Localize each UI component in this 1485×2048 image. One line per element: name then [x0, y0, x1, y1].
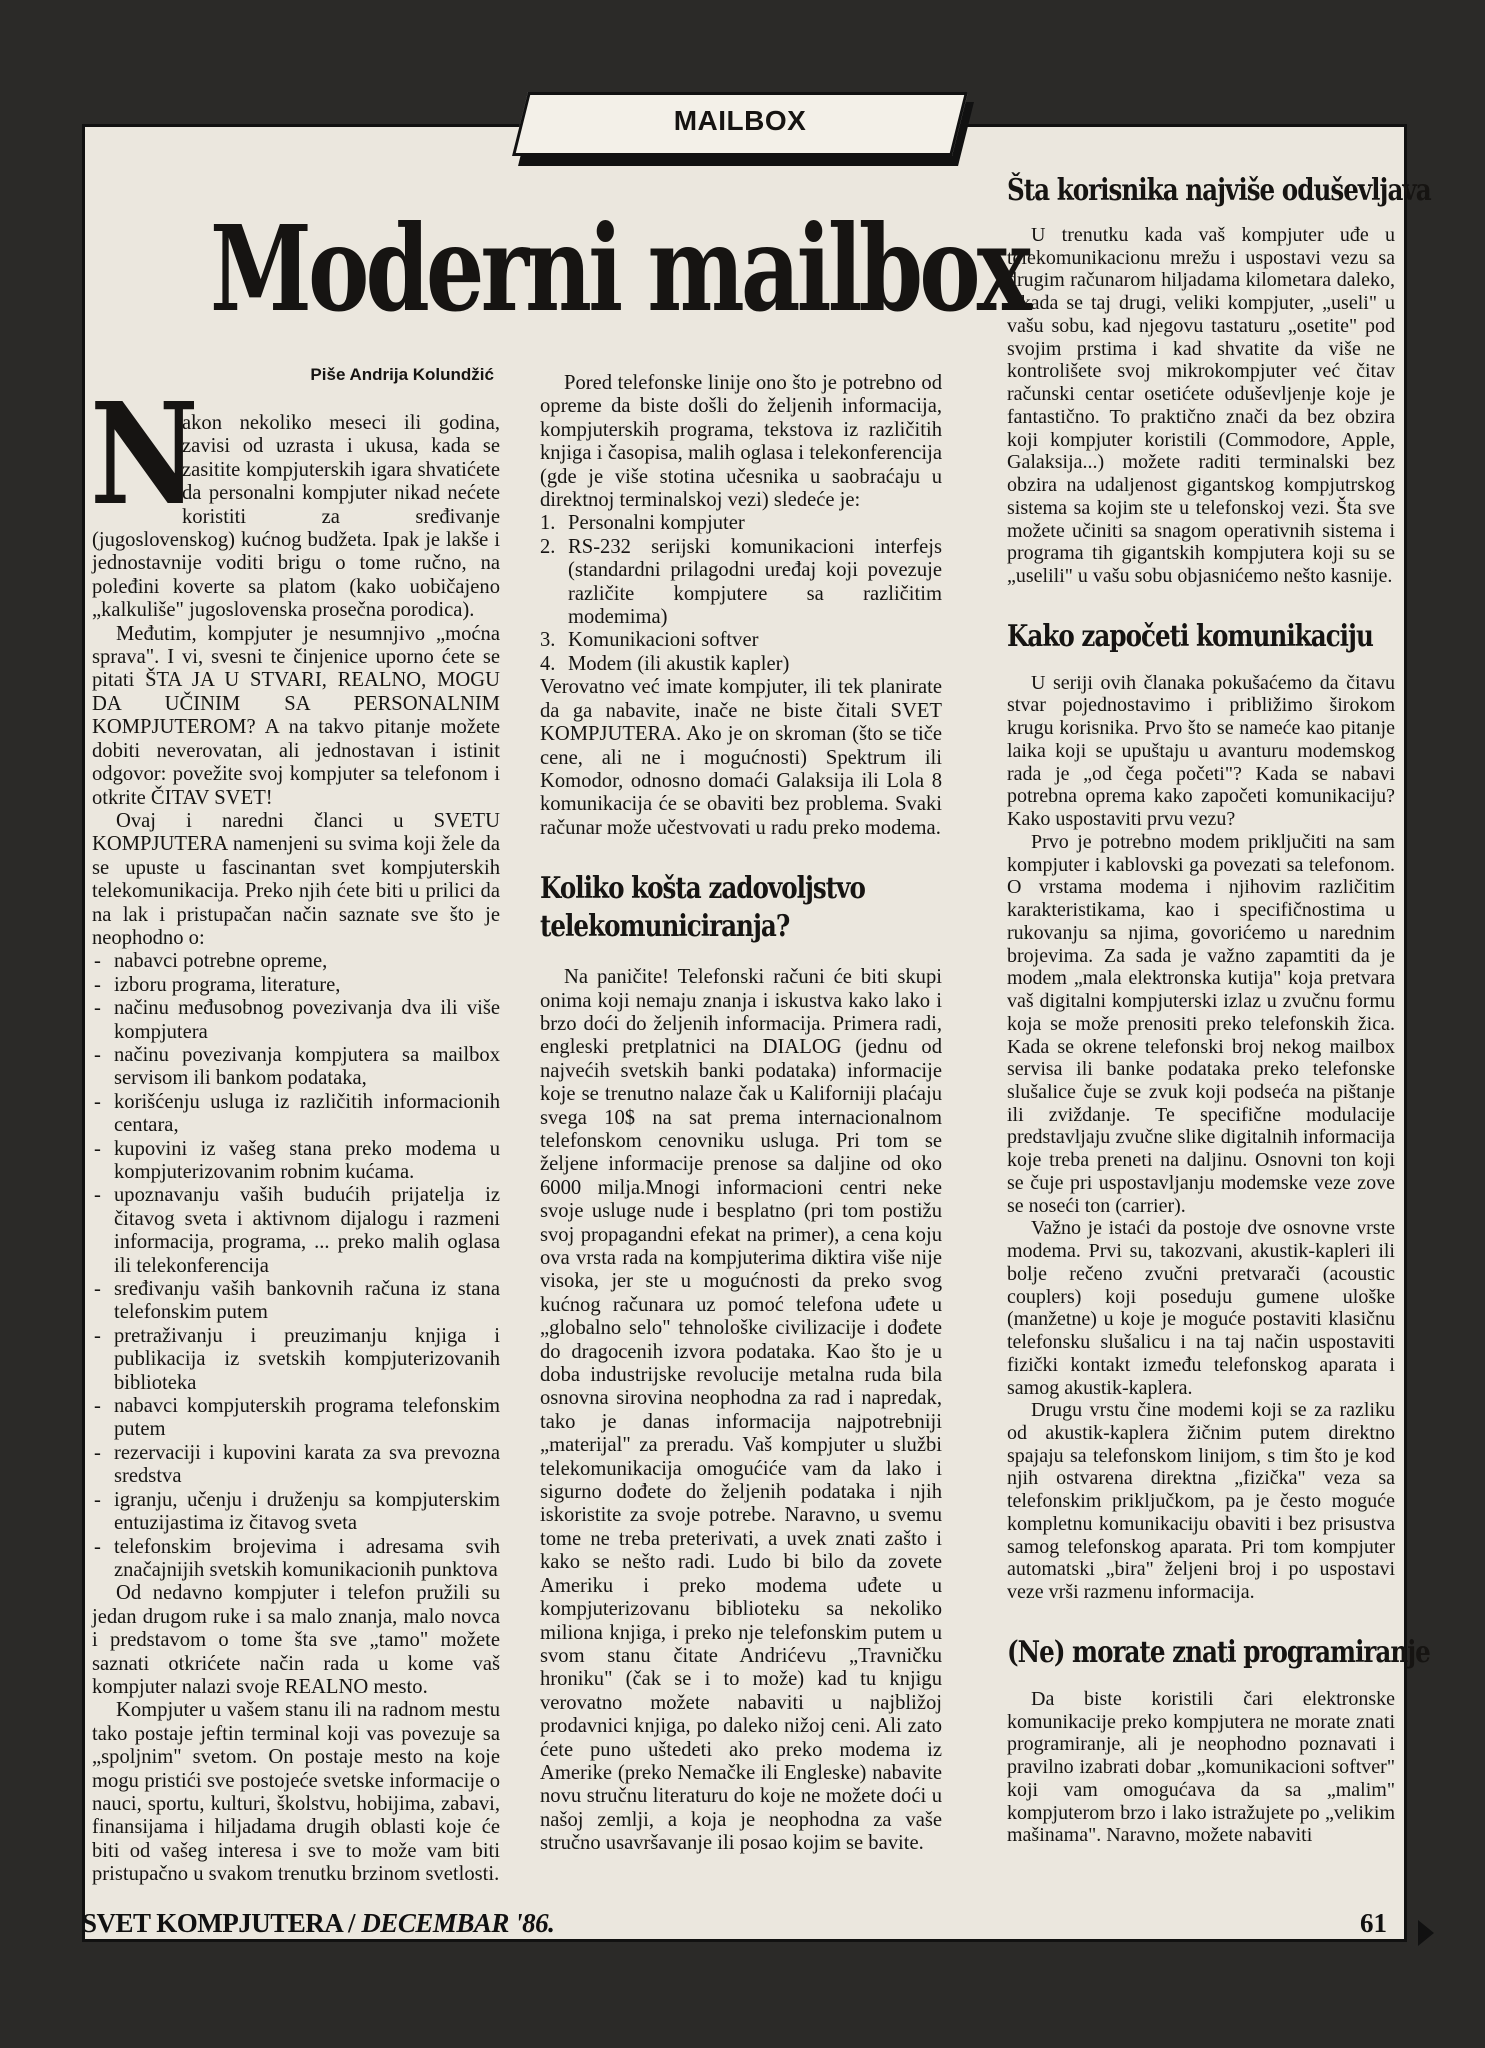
- list-item: - telefonskim brojevima i adresama svih značajnijih svetskih komunikacionih punktova: [92, 1536, 500, 1583]
- list-item: - izboru programa, literature,: [92, 974, 500, 997]
- list-item: [540, 653, 942, 676]
- list-item: - pretraživanju i preuzimanju knjiga i publikacija iz svetskih kompjuterizovanih biblioteka: [92, 1325, 500, 1395]
- paragraph: Da biste koristili čari elektronske komunikacije preko kompjutera ne morate znati programiranje, ali je neophodno poznavati i pravilno izabrati dobar „komunikacioni softver" koji vam omogućava da sa „malim" kompjuterom brzo i lako istražujete po „velikim mašinama". Naravno, možete nabaviti: [1007, 1687, 1395, 1847]
- list-number: 1.: [540, 512, 556, 535]
- paragraph: Drugu vrstu čine modemi koji se za razliku od akustik-kaplera žičnim putem direktno spajaju sa telefonskom linijom, s tim što je kod njih ostvarena direktna „fizička" veza sa telefonskim priključkom, pa je često moguće kompletnu komunikaciju obaviti i bez prisustva samog telefonskog aparata. Pri tom kompjuter automatski „bira" željeni broj i po uspostavi veze vrši razmenu informacija.: [1007, 1399, 1395, 1604]
- paragraph: U seriji ovih članaka pokušaćemo da čitavu stvar pojednostavimo i približimo širokom krugu korisnika. Prvo što se nameće kao pitanje laika koji se upuštaju u avanturu modemskog rada je „od čega početi"? Kada se nabavi potrebna oprema kako započeti komunikaciju? Kako uspostaviti prvu vezu?: [1007, 671, 1395, 831]
- list-item: - sređivanju vaših bankovnih računa iz stana telefonskim putem: [92, 1278, 500, 1325]
- section-heading: Kako započeti komunikaciju: [1007, 618, 1373, 654]
- list-number: 2.: [540, 535, 556, 558]
- column-3: [1007, 172, 1431, 1847]
- section-heading: Šta korisnika najviše oduševljava: [1007, 173, 1431, 208]
- column-2: [540, 372, 942, 1856]
- list-number: 4.: [540, 652, 556, 675]
- drop-cap: N: [90, 373, 199, 537]
- list-item: - načinu međusobnog povezivanja dva ili više kompjutera: [92, 997, 500, 1044]
- list-item: [540, 629, 942, 652]
- paragraph: Međutim, kompjuter je nesumnjivo „moćna sprava". I vi, svesni te činjenice uporno ćete se pitati ŠTA JA U STVARI, REALNO, MOGU DA UČINIM SA PERSONALNIM KOMPJUTEROM? A na takvo pitanje možete dobiti neverovatan, ali jednostavan i istinit odgovor: povežite svoj kompjuter sa telefonom i otkrite ČITAV SVET!: [92, 622, 500, 809]
- paragraph: Verovatno već imate kompjuter, ili tek planirate da ga nabavite, inače ne biste čitali SVET KOMPJUTERA. Ako je on skroman (što se tiče cene, ali ne i mogućnosti) Spektrum ili Komodor, odnosno domaći Galaksija ili Lola 8 komunikacija će se obaviti bez problema. Svaki računar može učestvovati u radu preko modema.: [540, 676, 942, 839]
- paragraph: Kompjuter u vašem stanu ili na radnom mestu tako postaje jeftin terminal koji vas povezuje sa „spoljnim" svetom. On postaje mesto na koje mogu pristići sve postojeće svetske informacije o nauci, sportu, kulturi, školstvu, hobijima, zabavi, finansijama i hiljadama drugih oblasti koje će biti od vašeg interesa i sve to može vam biti pristupačno u svakom trenutku brzinom svetlosti.: [92, 1699, 500, 1886]
- paragraph: Ovaj i naredni članci u SVETU KOMPJUTERA namenjeni su svima koji žele da se upuste u fascinantan svet kompjuterskih telekomunikacija. Preko njih ćete biti u prilici da na lak i pristupačan način saznate sve što je neophodno o:: [92, 809, 500, 949]
- paragraph: Od nedavno kompjuter i telefon pružili su jedan drugom ruke i sa malo znanja, malo novca i predstavom o tome šta sve „tamo" možete saznati otkrićete način rada u kome vaš kompjuter nalazi svoje REALNO mesto.: [92, 1582, 500, 1698]
- list-number: 3.: [540, 629, 556, 652]
- page-footer: [82, 1908, 1407, 1948]
- intro-paragraph: akon nekoliko meseci ili godina, zavisi od uzrasta i ukusa, kada se zasitite kompjuterskih igara shvatićete da personalni kompjuter nikad nećete koristiti za sređivanje (jugoslovenskog) kućnog budžeta. Ipak je lakše i jednostavnije voditi brigu o tome ručno, na poleđini koverte sa platom (kako uobičajeno „kalkuliše" jugoslovenska prosečna porodica).: [92, 412, 500, 622]
- list-item: - nabavci kompjuterskih programa telefonskim putem: [92, 1395, 500, 1442]
- author-byline: Piše Andrija Kolundžić: [310, 365, 494, 384]
- list-item: [540, 536, 942, 630]
- list-item: - načinu povezivanja kompjutera sa mailbox servisom ili bankom podataka,: [92, 1044, 500, 1091]
- list-item: - upoznavanju vaših budućih prijatelja iz čitavog sveta i aktivnom dijalogu i razmeni informacija, programa, ... preko malih oglasa ili telekonferencija: [92, 1184, 500, 1278]
- section-tab: [520, 92, 960, 156]
- list-text: RS-232 serijski komunikacioni interfejs (standardni prilagodni uređaj koji povezuje različite kompjutere sa različitim modemima): [568, 535, 942, 629]
- topic-list: [92, 950, 500, 1582]
- page-number: 61: [1360, 1908, 1387, 1938]
- section-heading: Koliko košta zadovoljstvo telekomuniciranja?: [540, 871, 865, 945]
- list-item: - nabavci potrebne opreme,: [92, 950, 500, 973]
- section-heading: (Ne) morate znati programiranje: [1007, 1634, 1430, 1670]
- continue-arrow-icon: [1418, 1920, 1434, 1946]
- column-1: [92, 362, 500, 1887]
- equipment-list: [540, 512, 942, 676]
- list-text: Modem (ili akustik kapler): [568, 652, 790, 675]
- list-item: - rezervaciji i kupovini karata za sva prevozna sredstva: [92, 1442, 500, 1489]
- article-title: Moderni mailbox: [210, 199, 1028, 338]
- list-text: Personalni kompjuter: [568, 512, 745, 535]
- list-item: [540, 512, 942, 535]
- list-item: - kupovini iz vašeg stana preko modema u kompjuterizovanim robnim kućama.: [92, 1138, 500, 1185]
- paragraph: Na paničite! Telefonski računi će biti skupi onima koji nemaju znanja i iskustva kako lako i brzo doći do željenih informacija. Primera radi, engleski pretplatnici na DIALOG (jednu od najvećih svetskih banki podataka) informacije koje se trenutno nalaze čak u Kaliforniji plaćaju svega 10$ na sat prema internacionalnom telefonskom cenovniku usluga. Pri tom se željene informacije prenose sa daljine od oko 6000 milja.Mnogi informacioni centri neke svoje usluge nude i besplatno (pri tom postižu svoj propagandni efekat na primer), a cena koju ova vrsta rada na kompjuterima diktira više nije visoka, jer ste u mogućnosti da preko svog kućnog računara uz pomoć telefona uđete u „globalno selo" tehnološke civilizacije i dođete do dragocenih izvora podataka. Kao što je u doba industrijske revolucije metalna ruda bila osnovna sirovina neophodna za rad i napredak, tako je danas informacija najpotrebniji „materijal" za preradu. Vaš kompjuter u službi telekomunikacija omogućiće vam da lako i sigurno dođete do željenih podataka i njih iskoristite za svoje potrebe. Naravno, u svemu tome ne treba preterivati, a uvek znati zašto i kako se nešto radi. Ludo bi bilo da zovete Ameriku i preko modema uđete u kompjuterizovanu biblioteku sa nekoliko miliona knjiga, i preko nje telefonskim putem u svom stanu čitate Andrićevu „Travničku hroniku" (čak se i to može) kad tu knjigu verovatno možete nabaviti u najbližoj prodavnici knjiga, po daleko nižoj ceni. Ali zato ćete puno uštedeti ako preko modema iz Amerike (preko Nemačke ili Engleske) nabavite novu stručnu literaturu do koje ne možete doći u našoj zemlji, a koja je neophodna za vaše stručno usavršavanje ili posao kojim se bavite.: [540, 966, 942, 1855]
- paragraph: U trenutku kada vaš kompjuter uđe u telekomunikacionu mrežu i uspostavi vezu sa drugim računarom hiljadama kilometara daleko, i kada se taj drugi, veliki kompjuter, „useli" u vašu sobu, kad njegovu tastaturu „osetite" pod svojim prstima i kad shvatite da više ne kontrolišete svoj mikrokompjuter već čitav računski centar osetićete oduševljenje koje je fantastično. To praktično znači da bez obzira koji kompjuter koristili (Commodore, Apple, Galaksija...) možete raditi terminalski bez obzira na udaljenost gigantskog kompjutrskog sistema sa kojim ste u telefonskoj vezi. Šta sve možete učiniti sa snagom operativnih sistema i programa tih gigantskih kompjutera koji su se „uselili" u vašu sobu objasnićemo nešto kasnije.: [1007, 224, 1395, 588]
- list-item: - igranju, učenju i druženju sa kompjuterskim entuzijastima iz čitavog sveta: [92, 1489, 500, 1536]
- magazine-name: SVET KOMPJUTERA /: [82, 1908, 356, 1938]
- paragraph: Pored telefonske linije ono što je potrebno od opreme da biste došli do željenih informacija, kompjuterskih programa, tekstova iz različitih knjiga i časopisa, malih oglasa i telekonferencija (gde je više stotina učesnika u saobraćaju u direktnoj terminalskoj vezi) sledeće je:: [540, 372, 942, 512]
- list-text: Komunikacioni softver: [568, 629, 759, 652]
- section-label: MAILBOX: [673, 105, 807, 136]
- footer-magazine: [82, 1908, 554, 1939]
- issue-date: DECEMBAR '86.: [361, 1908, 555, 1938]
- list-item: - korišćenju usluga iz različitih informacionih centara,: [92, 1091, 500, 1138]
- paragraph: Prvo je potrebno modem priključiti na sam kompjuter i kablovski ga povezati sa telefonom. O vrstama modema i njihovim različitim karakteristikama, kao i specifičnostima u rukovanju sa njima, govorićemo u narednim brojevima. Za sada je važno zapamtiti da je modem „mala elektronska kutija" koja pretvara vaš digitalni kompjuterski izlaz u zvučnu formu koja se može prenositi preko telefonskih žica. Kada se okrene telefonski broj nekog mailbox servisa ili banke podataka preko telefonske slušalice čuje se zvuk koji podseća na pištanje ili zviždanje. Te specifične modulacije predstavljaju zvučne slike digitalnih informacija koje treba preneti na daljinu. Osnovni ton koji se čuje pri uspostavljanju modemske veze zove se noseći ton (carrier).: [1007, 830, 1395, 1217]
- paragraph: Važno je istaći da postoje dve osnovne vrste modema. Prvi su, takozvani, akustik-kapleri ili bolje rečeno zvučni pretvarači (acoustic couplers) koji poseduju gumene uloške (manžetne) u koje je moguće postaviti klasičnu telefonsku slušalicu i na taj način uspostaviti fizički kontakt između telefonskog aparata i samog akustik-kaplera.: [1007, 1217, 1395, 1399]
